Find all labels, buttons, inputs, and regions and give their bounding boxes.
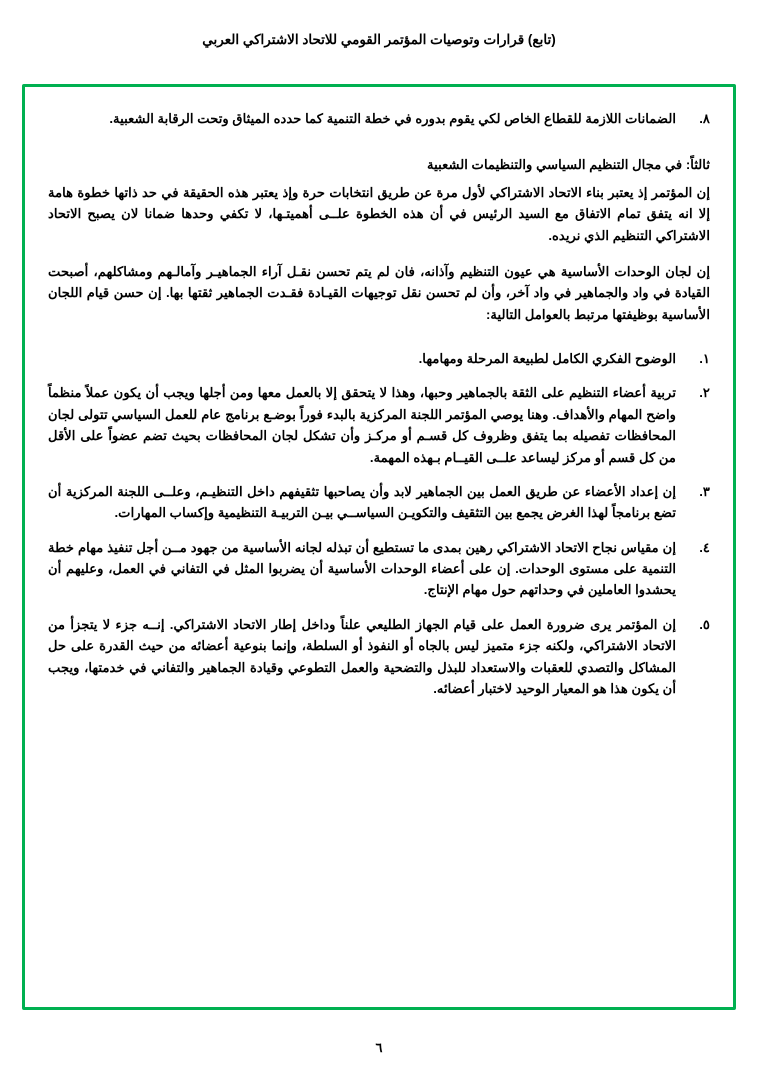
paragraph: إن لجان الوحدات الأساسية هي عيون التنظيم وآذانه، فان لم يتم تحسن نقـل آراء الجماهيـر وآمالـهم ومشاكلهم، أصبحت القيادة في واد والجماهير في واد آخر، وأن لم تحسن نقل توجيهات القيـادة فقـدت الجماهير ثقتها بها. إن حسن قيام اللجان الأساسية بوظيفتها مرتبط بالعوامل التالية:	[48, 263, 710, 322]
list-item-text: الضمانات اللازمة للقطاع الخاص لكي يقوم بدوره في خطة التنمية كما حدده الميثاق وتحت الرقابة الشعبية.	[109, 111, 676, 126]
list-item	[48, 481, 710, 524]
list-item	[48, 348, 710, 369]
list-item-text: إن مقياس نجاح الاتحاد الاشتراكي رهين بمدى ما تستطيع أن تبذله لجانه الأساسية من جهود مــن أجل تنفيذ مهام خطة التنمية على مستوى الوحدات. إن على أعضاء الوحدات الأساسية أن يضربوا المثل في التفاني في العمل، وعليهم أن يحشدوا العاملين في وحداتهم حول مهام الإنتاج.	[48, 539, 676, 598]
list-item	[48, 537, 710, 601]
list-item	[48, 382, 710, 468]
spacer	[48, 336, 710, 348]
spacer	[48, 249, 710, 261]
list-item-text: تربية أعضاء التنظيم على الثقة بالجماهير وحبها، وهذا لا يتحقق إلا بالعمل معها ومن أجلها ويجب أن يكون عملاً منظماً واضح المهام والأهداف. وهنا يوصي المؤتمر اللجنة المركزية بالبدء فوراً بوضـع برنامج عام للعمل السياسي تتولى لجان المحافظات تفصيله بما يتفق وظروف كل قسـم أو مركـز وأن تشكل لجان المحافظات بحيث تضم عضواً على الأقل من كل قسم أو مركز ليساعد علــى القيــام بـهذه المهمة.	[48, 385, 676, 465]
list-item-text: الوضوح الفكري الكامل لطبيعة المرحلة ومهامها.	[418, 351, 676, 366]
list-item-number: ٥.	[699, 616, 710, 632]
page-header: (تابع) قرارات وتوصيات المؤتمر القومي للاتحاد الاشتراكي العربي	[202, 32, 556, 47]
paragraph: إن المؤتمر إذ يعتبر بناء الاتحاد الاشتراكي لأول مرة عن طريق انتخابات حرة وإذ يعتبر هذه الحقيقة في حد ذاتها خطوة هامة إلا انه يتفق تمام الاتفاق مع السيد الرئيس في أن هذه الخطوة علــى أهميتـها، لا تكفي وحدها ضمانا لان يصبح الاتحاد الاشتراكي التنظيم الذي نريده.	[48, 184, 710, 243]
list-item-number: ٤.	[699, 539, 710, 555]
list-item-number: ٣.	[699, 483, 710, 499]
list-item-text: إن إعداد الأعضاء عن طريق العمل بين الجماهير لابد وأن يصاحبها تثقيفهم داخل التنظيـم، وعلــى اللجنة المركزية أن تضع برنامجاً لهذا الغرض يجمع بين التثقيف والتكويـن السياســي بيـن التربيـة التنظيمية وإكساب المهارات.	[48, 483, 676, 521]
spacer	[48, 142, 710, 154]
section-title: ثالثاً: في مجال التنظيم السياسي والتنظيمات الشعبية	[427, 157, 710, 173]
page-number: ٦	[375, 1040, 383, 1055]
document-body	[48, 108, 710, 712]
list-item-text: إن المؤتمر يرى ضرورة العمل على قيام الجهاز الطليعي علناً وداخل إطار الاتحاد الاشتراكي. إنــه جزء لا يتجزأ من الاتحاد الاشتراكي، ولكنه جزء متميز ليس بالجاه أو النفوذ أو السلطة، وإنما بنوعية أعضائه من حيث القدرة على حل المشاكل والتصدي للعقبات والاستعداد للبذل والتضحية والعمل التطوعي وقيادة الجماهير والتفاني في خدمتها، ويجب أن يكون هذا هو المعيار الوحيد لاختبار أعضائه.	[48, 616, 676, 696]
list-item-number: ٢.	[699, 385, 710, 401]
list-item-number: ١.	[699, 351, 710, 366]
list-item	[48, 108, 710, 129]
list-item-number: ٨.	[699, 111, 710, 126]
list-item	[48, 614, 710, 700]
